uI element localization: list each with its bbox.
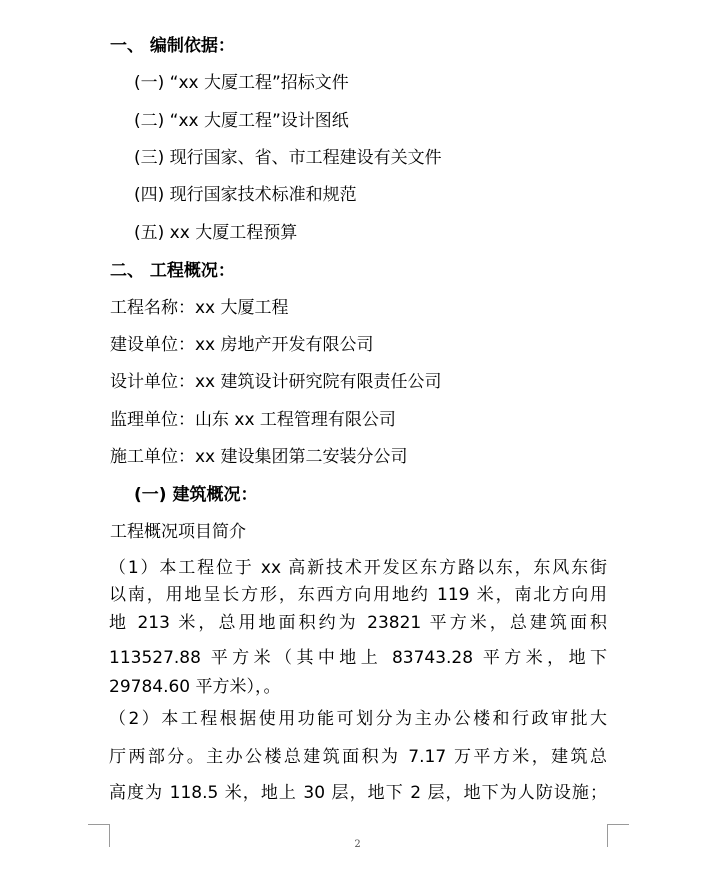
paragraph-2-line: 高度为 118.5 米，地上 30 层，地下 2 层，地下为人防设施； [109,783,607,803]
project-name: 工程名称：xx 大厦工程 [110,298,289,318]
section-heading-basis: 一、 编制依据： [110,36,235,56]
paragraph-1-line: 地 213 米，总用地面积约为 23821 平方米，总建筑面积 [109,613,607,633]
design-unit: 设计单位：xx 建筑设计研究院有限责任公司 [110,372,442,392]
basis-item-4: (四) 现行国家技术标准和规范 [134,185,357,205]
basis-item-1: (一) “xx 大厦工程”招标文件 [134,73,349,93]
basis-item-3: (三) 现行国家、省、市工程建设有关文件 [134,148,442,168]
paragraph-1-line: 29784.60 平方米），。 [109,677,281,697]
paragraph-1-line: 113527.88 平方米（其中地上 83743.28 平方米，地下 [109,648,607,668]
construction-unit: 建设单位：xx 房地产开发有限公司 [110,335,374,355]
section-heading-overview: 二、 工程概况： [110,261,235,281]
paragraph-1-line: （1）本工程位于 xx 高新技术开发区东方路以东，东风东街 [109,558,607,578]
contractor-unit: 施工单位：xx 建设集团第二安装分公司 [110,447,408,467]
basis-item-5: (五) xx 大厦工程预算 [134,223,298,243]
paragraph-2-line: （2）本工程根据使用功能可划分为主办公楼和行政审批大 [109,709,607,729]
page-number: 2 [354,839,361,850]
supervision-unit: 监理单位：山东 xx 工程管理有限公司 [110,410,396,430]
subsection-heading-building: (一) 建筑概况： [134,485,258,505]
intro-line: 工程概况项目简介 [110,522,246,542]
basis-item-2: (二) “xx 大厦工程”设计图纸 [134,111,349,131]
paragraph-1-line: 以南，用地呈长方形，东西方向用地约 119 米，南北方向用 [109,585,607,605]
paragraph-2-line: 厅两部分。主办公楼总建筑面积为 7.17 万平方米，建筑总 [109,747,607,767]
